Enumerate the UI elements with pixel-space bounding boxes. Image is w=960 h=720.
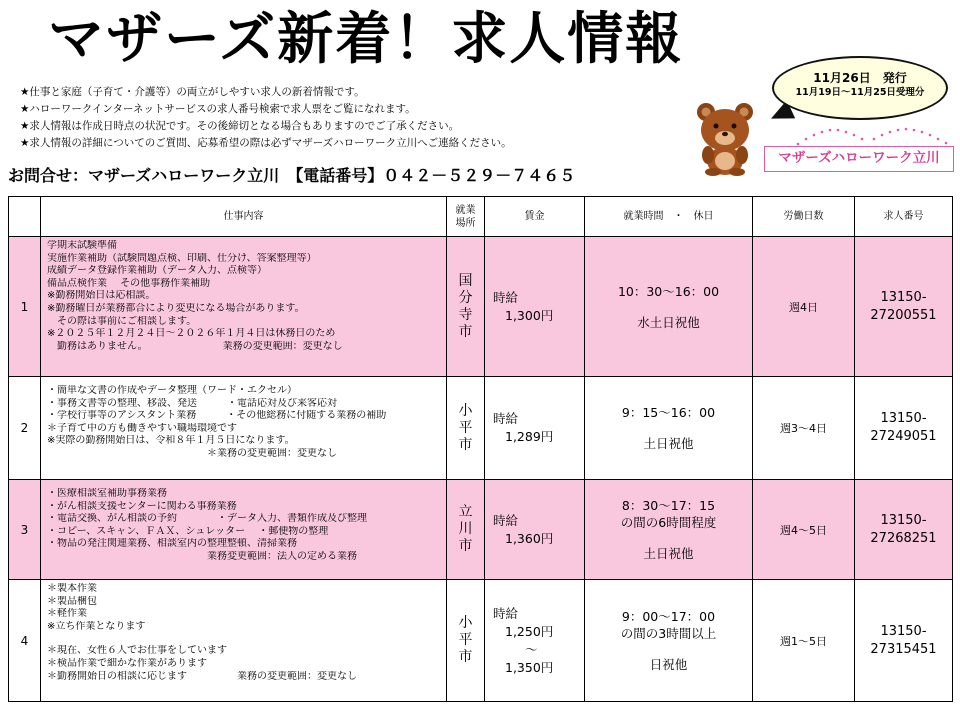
work-location: [447, 480, 485, 580]
working-hours: [585, 480, 753, 580]
table-header-row: [9, 197, 953, 237]
job-number: [855, 480, 953, 580]
desc-line: [47, 633, 440, 645]
desc-line: ※立ち作業となります: [47, 620, 146, 632]
desc-line: その際は事前にご相談します。: [47, 315, 197, 327]
table-row: [9, 237, 953, 377]
working-hours: [585, 377, 753, 480]
header-location-label: 就業場所: [455, 204, 476, 229]
wage-amount: 1,300円: [505, 307, 554, 323]
work-location: [447, 580, 485, 702]
wage: [485, 237, 585, 377]
desc-line: ※勤務曜日が業務都合により変更になる場合があります。: [47, 302, 305, 314]
wage-amount-min: 1,250円: [505, 623, 554, 639]
desc-line: ※勤務開始日は応相談。: [47, 290, 156, 302]
notes: [20, 84, 610, 152]
job-number-prefix: 13150-: [880, 289, 927, 305]
row-number: 3: [9, 480, 41, 580]
desc-line: ＊業務の変更範囲：変更なし: [47, 447, 337, 459]
desc-line: 実施作業補助（試験問題点検、印刷、仕分け、答案整理等）: [47, 252, 317, 264]
header-days: 労働日数: [753, 197, 855, 237]
header-hours: 就業時間 ・ 休日: [585, 197, 753, 237]
holiday-text: 水土日祝他: [637, 314, 700, 330]
job-number-prefix: 13150-: [880, 512, 927, 528]
location-text: 小平市: [458, 402, 473, 453]
wage-amount: 1,289円: [505, 429, 554, 444]
header-number: [9, 197, 41, 237]
desc-line: ＊現在、女性６人でお仕事をしています: [47, 645, 227, 657]
desc-line: ＊製品梱包: [47, 595, 97, 607]
working-days: 週3～4日: [753, 377, 855, 480]
table-row: [9, 580, 953, 702]
desc-line: ・物品の発注関連業務、相談室内の整理整頓、清掃業務: [47, 538, 297, 550]
wage-type: 時給: [493, 289, 519, 305]
wage: [485, 580, 585, 702]
issue-date: 11月26日 発行: [813, 71, 907, 85]
mothers-hellowork-logo: マザーズハローワーク立川: [764, 146, 954, 172]
job-number-prefix: 13150-: [880, 623, 927, 639]
hours-note: の間の6時間程度: [620, 515, 717, 530]
working-hours: [585, 237, 753, 377]
job-description: [41, 237, 447, 377]
hours-text: 9：15～16：00: [621, 405, 716, 420]
wage-range-separator: ～: [525, 641, 538, 657]
wage-type: 時給: [493, 605, 519, 621]
row-number: 4: [9, 580, 41, 702]
job-number-suffix: 27200551: [870, 307, 937, 323]
job-number-suffix: 27315451: [870, 641, 937, 657]
working-days: 週4日: [753, 237, 855, 377]
job-number-suffix: 27268251: [870, 530, 937, 546]
header-job-number: 求人番号: [855, 197, 953, 237]
note-line: ★仕事と家庭（子育て・介護等）の両立がしやすい求人の新着情報です。: [20, 86, 365, 98]
desc-line: 学期末試験準備: [47, 240, 117, 251]
wage-type: 時給: [493, 411, 519, 426]
issue-range: 11月19日～11月25日受理分: [795, 87, 925, 98]
working-days: 週4～5日: [753, 480, 855, 580]
job-number: [855, 580, 953, 702]
desc-line: 備品点検作業 その他事務作業補助: [47, 277, 211, 289]
job-description: [41, 580, 447, 702]
note-line: ★ハローワークインターネットサービスの求人番号検索で求人票をご覧になれます。: [20, 103, 416, 115]
desc-line: ＊製本作業: [47, 583, 97, 594]
working-days: 週1～5日: [753, 580, 855, 702]
hours-note: の間の3時間以上: [620, 626, 717, 641]
table-row: [9, 377, 953, 480]
job-description: [41, 377, 447, 480]
row-number: 1: [9, 237, 41, 377]
desc-line: ・簡単な文書の作成やデータ整理（ワード・エクセル）: [47, 385, 297, 396]
desc-line: ・コピー、スキャン、ＦＡＸ、シュレッター ・郵便物の整理: [47, 525, 329, 537]
wage-type: 時給: [493, 512, 519, 528]
job-number-prefix: 13150-: [880, 411, 927, 426]
location-text: 小平市: [458, 615, 473, 665]
hours-text: 10：30～16：00: [617, 283, 720, 299]
desc-line: ※２０２５年１２月２４日～２０２６年１月４日は休務日のため: [47, 328, 336, 340]
desc-line: ・がん相談支援センターに関わる事務業務: [47, 500, 237, 512]
work-location: [447, 237, 485, 377]
location-text: 国分寺市: [458, 272, 473, 340]
hours-text: 8：30～17：15: [621, 498, 716, 513]
holiday-text: 土日祝他: [643, 436, 694, 451]
desc-line: ・医療相談室補助事務業務: [47, 488, 167, 499]
desc-line: 勤務はありません。 業務の変更範囲：変更なし: [47, 340, 343, 352]
note-line: ★求人情報の詳細についてのご質問、応募希望の際は必ずマザーズハローワーク立川へご連絡ください。: [20, 137, 512, 149]
desc-line: ＊子育て中の方も働きやすい職場環境です: [47, 422, 237, 434]
wage-amount-max: 1,350円: [505, 659, 554, 675]
job-number: [855, 237, 953, 377]
desc-line: ・学校行事等のアシスタント業務 ・その他総務に付随する業務の補助: [47, 410, 387, 422]
job-number: [855, 377, 953, 480]
wage: [485, 377, 585, 480]
desc-line: ＊検品作業で細かな作業があります: [47, 657, 207, 669]
desc-line: ※実際の勤務開始日は、令和８年１月５日になります。: [47, 435, 295, 447]
row-number: 2: [9, 377, 41, 480]
work-location: [447, 377, 485, 480]
note-line: ★求人情報は作成日時点の状況です。その後締切となる場合もありますのでご了承ください。: [20, 120, 460, 132]
job-number-suffix: 27249051: [870, 429, 937, 444]
job-table: [8, 196, 953, 702]
desc-line: ・電話交換、がん相談の予約 ・データ入力、書類作成及び整理: [47, 513, 367, 525]
desc-line: ＊軽作業: [47, 608, 87, 620]
desc-line: ＊勤務開始日の相談に応じます 業務の変更範囲：変更なし: [47, 670, 357, 682]
holiday-text: 日祝他: [649, 657, 688, 672]
header-content: 仕事内容: [41, 197, 447, 237]
working-hours: [585, 580, 753, 702]
issue-date-bubble: [772, 56, 948, 120]
header-location: [447, 197, 485, 237]
desc-line: 業務変更範囲：法人の定める業務: [47, 550, 357, 562]
contact-info: お問合せ：マザーズハローワーク立川 【電話番号】０４２－５２９－７４６５: [8, 166, 576, 185]
decorative-dots-icon: [792, 124, 952, 148]
hours-text: 9：00～17：00: [621, 609, 716, 624]
desc-line: 成績データ登録作業補助（データ入力、点検等）: [47, 265, 267, 277]
wage-amount: 1,360円: [505, 530, 554, 546]
page-title: マザーズ新着！求人情報: [48, 7, 684, 72]
location-text: 立川市: [458, 504, 473, 554]
wage: [485, 480, 585, 580]
table-row: [9, 480, 953, 580]
header-wage: 賃金: [485, 197, 585, 237]
desc-line: ・事務文書等の整理、移設、発送 ・電話応対及び来客応対: [47, 397, 337, 409]
holiday-text: 土日祝他: [643, 546, 694, 561]
job-description: [41, 480, 447, 580]
